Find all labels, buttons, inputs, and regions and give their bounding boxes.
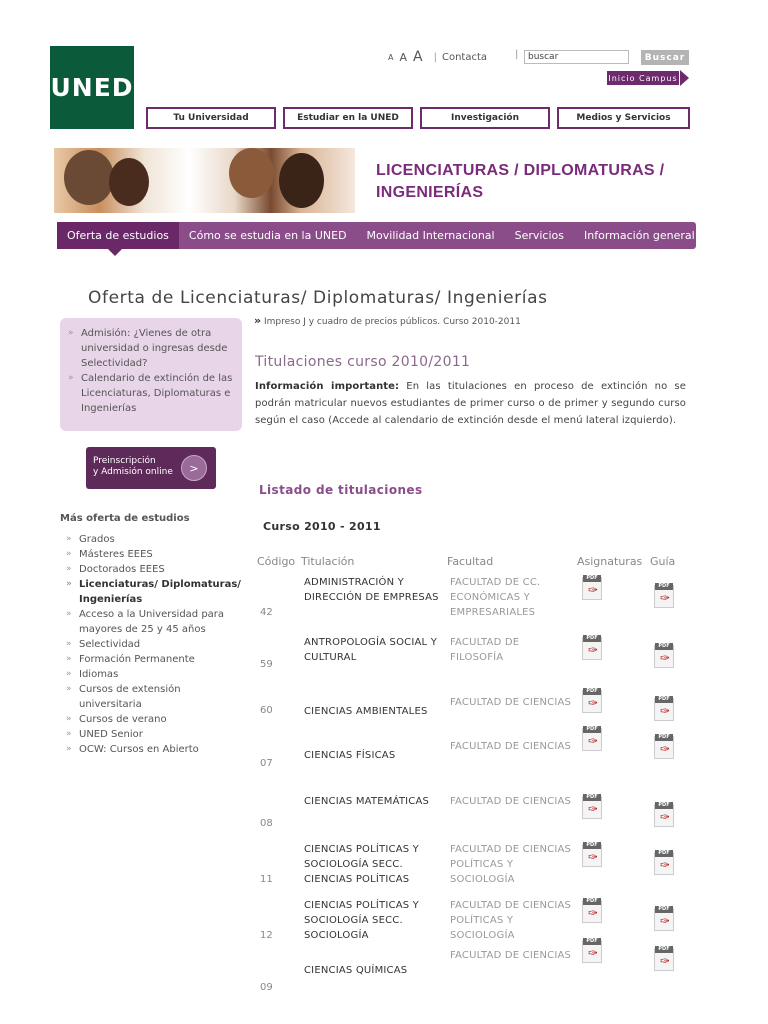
guia-pdf-icon[interactable] bbox=[654, 696, 676, 721]
acrobat-icon: ✑ bbox=[588, 734, 599, 748]
pdf-tag: PDF bbox=[655, 696, 673, 703]
preinscripcion-button[interactable] bbox=[86, 447, 216, 489]
breadcrumb[interactable] bbox=[254, 314, 521, 327]
sidebar-item-doctorados[interactable] bbox=[66, 562, 246, 577]
nav-estudiar[interactable]: Estudiar en la UNED bbox=[283, 107, 413, 129]
info-body: En las titulaciones en proceso de extinción no se podrán matricular nuevos estudiantes de primer curso o de primer y segundo curso según el caso (Accede al calendario de extinción desde el menú lateral izquierdo). bbox=[255, 381, 686, 426]
guia-pdf-icon[interactable] bbox=[654, 643, 676, 668]
guia-pdf-icon[interactable] bbox=[654, 802, 676, 827]
chevron-right-icon: » bbox=[66, 744, 72, 754]
sidebar-item-label: Selectividad bbox=[79, 639, 141, 650]
pdf-tag: PDF bbox=[583, 575, 601, 582]
table-row bbox=[255, 792, 695, 840]
asignaturas-pdf-icon[interactable] bbox=[582, 842, 604, 867]
preinscripcion-label: Preinscripción bbox=[93, 456, 156, 466]
guia-pdf-icon[interactable] bbox=[654, 850, 676, 875]
acrobat-icon: ✑ bbox=[660, 914, 671, 928]
pdf-tag: PDF bbox=[583, 688, 601, 695]
asignaturas-pdf-icon[interactable] bbox=[582, 575, 604, 600]
row-faculty: FACULTAD DE CIENCIAS POLÍTICAS Y SOCIOLOGÍA bbox=[450, 900, 572, 941]
top-nav bbox=[146, 107, 690, 129]
contact-link[interactable]: Contacta bbox=[441, 51, 488, 63]
sidebar-item-label: Cursos de extensión universitaria bbox=[79, 684, 181, 710]
tab-movilidad[interactable]: Movilidad Internacional bbox=[366, 229, 495, 242]
pdf-tag: PDF bbox=[583, 938, 601, 945]
table-row bbox=[255, 938, 695, 1004]
campus-button[interactable]: Inicio Campus bbox=[607, 71, 679, 85]
table-row bbox=[255, 633, 695, 681]
uned-logo[interactable] bbox=[50, 46, 134, 129]
chevron-right-icon: » bbox=[66, 609, 72, 619]
preinscripcion-label: y Admisión online bbox=[93, 467, 173, 477]
chevron-right-icon: » bbox=[66, 579, 72, 589]
row-title-link[interactable]: CIENCIAS POLÍTICAS Y SOCIOLOGÍA SECC. CIENCIAS POLÍTICAS bbox=[304, 844, 419, 885]
chevron-right-icon: » bbox=[68, 373, 74, 383]
asignaturas-pdf-icon[interactable] bbox=[582, 726, 604, 751]
sidebar-item-label: Formación Permanente bbox=[79, 654, 195, 665]
chevron-right-icon: » bbox=[66, 684, 72, 694]
pdf-tag: PDF bbox=[583, 842, 601, 849]
asignaturas-pdf-icon[interactable] bbox=[582, 794, 604, 819]
row-faculty: FACULTAD DE CIENCIAS POLÍTICAS Y SOCIOLOGÍA bbox=[450, 844, 572, 885]
logo-text: UNED bbox=[50, 73, 134, 102]
chevron-right-icon: » bbox=[66, 534, 72, 544]
row-code: 09 bbox=[260, 982, 273, 993]
row-title-link[interactable]: CIENCIAS QUÍMICAS bbox=[304, 965, 408, 976]
sidebar-item-idiomas[interactable] bbox=[66, 667, 246, 682]
curso-title: Curso 2010 - 2011 bbox=[263, 520, 381, 533]
sidebar-item-selectividad[interactable] bbox=[66, 637, 246, 652]
row-faculty: FACULTAD DE CIENCIAS bbox=[450, 950, 572, 961]
chevron-right-icon: » bbox=[66, 564, 72, 574]
banner-title-line: LICENCIATURAS / DIPLOMATURAS / bbox=[376, 162, 665, 179]
pdf-tag: PDF bbox=[655, 802, 673, 809]
main-nav bbox=[57, 222, 696, 249]
nav-investigacion[interactable]: Investigación bbox=[420, 107, 550, 129]
acrobat-icon: ✑ bbox=[660, 742, 671, 756]
pdf-tag: PDF bbox=[655, 906, 673, 913]
person-image bbox=[229, 148, 274, 198]
breadcrumb-link: Impreso J y cuadro de precios públicos. Curso 2010-2011 bbox=[263, 317, 521, 327]
sidebar-item-label: Licenciaturas/ Diplomaturas/ Ingenierías bbox=[79, 579, 241, 605]
font-small-button[interactable]: A bbox=[388, 52, 394, 62]
person-image bbox=[279, 153, 324, 208]
sidebar-item-label: Idiomas bbox=[79, 669, 119, 680]
sidebar-item-acceso-mayores[interactable] bbox=[66, 607, 246, 637]
row-code: 60 bbox=[260, 704, 273, 716]
row-code: 07 bbox=[260, 757, 273, 769]
acrobat-icon: ✑ bbox=[660, 858, 671, 872]
acrobat-icon: ✑ bbox=[660, 954, 671, 968]
info-notice bbox=[255, 378, 686, 429]
divider: | bbox=[515, 49, 519, 60]
pdf-tag: PDF bbox=[655, 734, 673, 741]
pdf-tag: PDF bbox=[583, 898, 601, 905]
row-code: 12 bbox=[260, 929, 273, 941]
font-size-controls bbox=[388, 49, 487, 65]
row-title-link[interactable]: ANTROPOLOGÍA SOCIAL Y CULTURAL bbox=[304, 637, 438, 663]
nav-tu-universidad[interactable]: Tu Universidad bbox=[146, 107, 276, 129]
sidebar-item-label: Doctorados EEES bbox=[79, 564, 165, 575]
asignaturas-pdf-icon[interactable] bbox=[582, 898, 604, 923]
acrobat-icon: ✑ bbox=[588, 850, 599, 864]
row-code: 11 bbox=[260, 873, 273, 885]
pdf-tag: PDF bbox=[655, 850, 673, 857]
row-code: 59 bbox=[260, 659, 273, 670]
more-studies-title: Más oferta de estudios bbox=[60, 513, 190, 524]
nav-medios[interactable]: Medios y Servicios bbox=[557, 107, 690, 129]
guia-pdf-icon[interactable] bbox=[654, 583, 676, 608]
sidebar-link-admision[interactable] bbox=[68, 326, 236, 371]
person-image bbox=[109, 158, 149, 206]
asignaturas-pdf-icon[interactable] bbox=[582, 938, 604, 963]
acrobat-icon: ✑ bbox=[588, 643, 599, 657]
pdf-tag: PDF bbox=[583, 794, 601, 801]
sidebar-item-masteres[interactable] bbox=[66, 547, 246, 562]
table-row bbox=[255, 726, 695, 787]
chevron-right-icon: » bbox=[66, 669, 72, 679]
guia-pdf-icon[interactable] bbox=[654, 946, 676, 971]
acrobat-icon: ✑ bbox=[588, 583, 599, 597]
header-titulacion: Titulación bbox=[301, 555, 355, 568]
row-faculty: FACULTAD DE FILOSOFÍA bbox=[450, 637, 520, 663]
chevron-right-icon: » bbox=[66, 654, 72, 664]
sidebar-item-licenciaturas[interactable] bbox=[66, 577, 246, 607]
chevron-right-icon: » bbox=[66, 729, 72, 739]
row-title-link[interactable]: CIENCIAS POLÍTICAS Y SOCIOLOGÍA SECC. SOCIOLOGÍA bbox=[304, 900, 419, 941]
row-faculty: FACULTAD DE CIENCIAS bbox=[450, 697, 572, 708]
sidebar-link-calendario[interactable] bbox=[68, 371, 236, 416]
pdf-tag: PDF bbox=[583, 726, 601, 733]
tab-oferta-estudios[interactable]: Oferta de estudios bbox=[57, 222, 179, 249]
sidebar-item-ocw[interactable] bbox=[66, 742, 246, 757]
sidebar-item-label: Grados bbox=[79, 534, 115, 545]
chevron-right-icon: » bbox=[68, 328, 74, 338]
table-row bbox=[255, 686, 695, 734]
header-asignaturas: Asignaturas bbox=[577, 555, 643, 568]
sidebar-box bbox=[60, 318, 242, 431]
sidebar-item-grados[interactable] bbox=[66, 532, 246, 547]
header-codigo: Código bbox=[257, 555, 296, 568]
acrobat-icon: ✑ bbox=[660, 810, 671, 824]
font-medium-button[interactable]: A bbox=[399, 50, 408, 64]
banner-title bbox=[376, 160, 696, 204]
table-row bbox=[255, 840, 695, 888]
tab-servicios[interactable]: Servicios bbox=[514, 229, 564, 242]
search-input[interactable] bbox=[524, 50, 629, 64]
sidebar-item-extension[interactable] bbox=[66, 682, 246, 712]
pdf-tag: PDF bbox=[655, 643, 673, 650]
row-faculty: FACULTAD DE CIENCIAS bbox=[450, 796, 572, 807]
acrobat-icon: ✑ bbox=[588, 696, 599, 710]
tab-informacion-general[interactable]: Información general bbox=[584, 229, 695, 242]
table-row bbox=[255, 896, 695, 944]
font-large-button[interactable]: A bbox=[413, 49, 423, 65]
sidebar-item-label: Cursos de verano bbox=[79, 714, 167, 725]
sidebar-item-label: Acceso a la Universidad para mayores de 25 y 45 años bbox=[79, 609, 225, 635]
info-label: Información importante: bbox=[255, 381, 400, 392]
asignaturas-pdf-icon[interactable] bbox=[582, 688, 604, 713]
row-title-link[interactable]: ADMINISTRACIÓN Y DIRECCIÓN DE EMPRESAS bbox=[304, 577, 439, 603]
sidebar-item-label: Másteres EEES bbox=[79, 549, 153, 560]
search-button[interactable]: Buscar bbox=[641, 50, 689, 65]
sidebar-item-senior[interactable] bbox=[66, 727, 246, 742]
row-title-link[interactable]: CIENCIAS FÍSICAS bbox=[304, 750, 396, 761]
tab-como-se-estudia[interactable]: Cómo se estudia en la UNED bbox=[188, 229, 347, 242]
row-title-link[interactable]: CIENCIAS MATEMÁTICAS bbox=[304, 796, 430, 807]
header-facultad: Facultad bbox=[447, 555, 494, 568]
sidebar-item-verano[interactable] bbox=[66, 712, 246, 727]
chevron-right-icon: » bbox=[66, 549, 72, 559]
page-title: Oferta de Licenciaturas/ Diplomaturas/ Ingenierías bbox=[88, 288, 548, 308]
row-faculty: FACULTAD DE CIENCIAS bbox=[450, 741, 572, 752]
acrobat-icon: ✑ bbox=[588, 802, 599, 816]
chevron-right-icon: » bbox=[254, 314, 262, 327]
banner-title-line: INGENIERÍAS bbox=[376, 184, 484, 201]
asignaturas-pdf-icon[interactable] bbox=[582, 635, 604, 660]
sidebar-item-label: OCW: Cursos en Abierto bbox=[79, 744, 199, 755]
chevron-right-icon: » bbox=[66, 714, 72, 724]
sidebar-link-label: Admisión: ¿Vienes de otra universidad o ingresas desde Selectividad? bbox=[81, 328, 228, 369]
row-code: 42 bbox=[260, 606, 273, 618]
divider: | bbox=[433, 51, 437, 63]
list-title: Listado de titulaciones bbox=[259, 483, 423, 497]
banner-photo bbox=[54, 148, 355, 213]
table-row bbox=[255, 573, 695, 621]
row-code: 08 bbox=[260, 818, 273, 829]
more-studies-list bbox=[66, 532, 246, 757]
pdf-tag: PDF bbox=[655, 583, 673, 590]
acrobat-icon: ✑ bbox=[660, 591, 671, 605]
pdf-tag: PDF bbox=[583, 635, 601, 642]
chevron-right-icon: » bbox=[66, 639, 72, 649]
row-title-link[interactable]: CIENCIAS AMBIENTALES bbox=[304, 706, 428, 717]
arrow-right-icon: > bbox=[181, 455, 207, 481]
sidebar-item-label: UNED Senior bbox=[79, 729, 143, 740]
acrobat-icon: ✑ bbox=[660, 704, 671, 718]
sidebar-item-formacion[interactable] bbox=[66, 652, 246, 667]
acrobat-icon: ✑ bbox=[660, 651, 671, 665]
header-guia: Guía bbox=[650, 555, 676, 568]
acrobat-icon: ✑ bbox=[588, 906, 599, 920]
guia-pdf-icon[interactable] bbox=[654, 906, 676, 931]
guia-pdf-icon[interactable] bbox=[654, 734, 676, 759]
campus-arrow-icon bbox=[680, 70, 689, 86]
section-title: Titulaciones curso 2010/2011 bbox=[255, 354, 471, 370]
acrobat-icon: ✑ bbox=[588, 946, 599, 960]
person-image bbox=[64, 150, 114, 205]
row-faculty: FACULTAD DE CC. ECONÓMICAS Y EMPRESARIALES bbox=[450, 577, 541, 618]
active-tab-caret-icon bbox=[108, 249, 122, 256]
sidebar-link-label: Calendario de extinción de las Licenciaturas, Diplomaturas e Ingenierías bbox=[81, 373, 233, 414]
pdf-tag: PDF bbox=[655, 946, 673, 953]
